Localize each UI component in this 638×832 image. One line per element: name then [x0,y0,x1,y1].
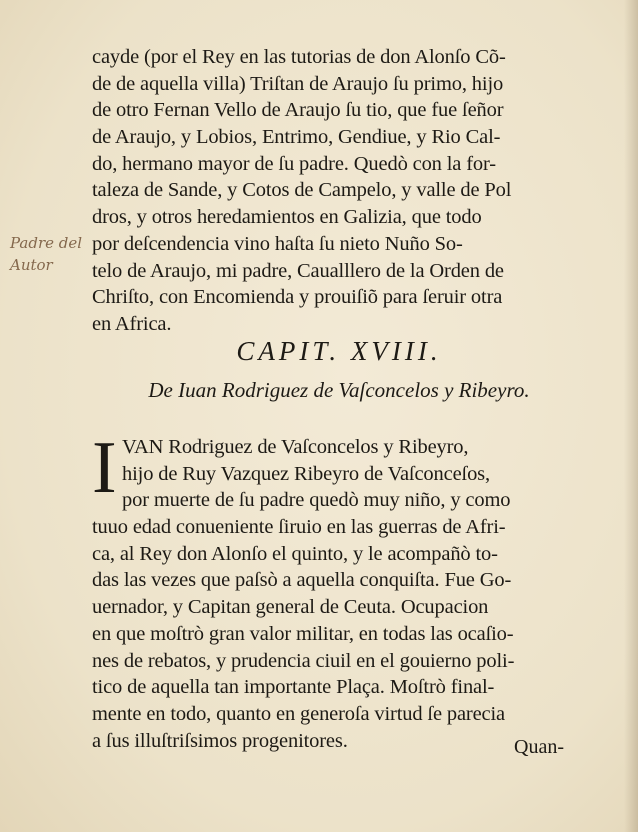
text-line: cayde (por el Rey en las tutorias de don Alonſo Cõ- [92,46,506,68]
text-line: hijo de Ruy Vazquez Ribeyro de Vaſconceſos, [122,462,490,485]
text-line: uernador, y Capitan general de Ceuta. Ocupacion [92,596,489,619]
paragraph-1 [92,44,570,338]
text-line: tico de aquella tan importante Plaça. Moſtrò final- [92,676,495,699]
page-edge-shadow [624,0,638,832]
text-line: taleza de Sande, y Cotos de Campelo, y valle de Pol [92,179,512,202]
text-line: de de aquella villa) Triſtan de Araujo ſu primo, hijo [92,72,504,95]
text-line: ca, al Rey don Alonſo el quinto, y le acompañò to- [92,542,498,565]
chapter-subtitle: De Iuan Rodriguez de Vaſconcelos y Ribeyro. [148,378,530,402]
text-line: en Africa. [92,312,172,335]
text-line: do, hermano mayor de ſu padre. Quedò con la for- [92,152,496,175]
text-line: Chriſto, con Encomienda y prouiſiõ para ſeruir otra [92,286,503,309]
text-line: a ſus illuſtriſsimos progenitores. [92,729,348,752]
text-line: nes de rebatos, y prudencia ciuil en el gouierno poli- [92,649,515,672]
drop-cap: I [92,427,117,509]
text-line: VAN Rodriguez de Vaſconcelos y Ribeyro, [122,436,469,458]
handwritten-margin-note: Padre del Autor [10,234,83,274]
text-line: en que moſtrò gran valor militar, en todas las ocaſio- [92,622,514,645]
paragraph-2 [92,427,572,754]
text-line: por muerte de ſu padre quedò muy niño, y como [122,489,511,512]
text-line: de Araujo, y Lobios, Entrimo, Gendiue, y Rio Cal- [92,126,501,149]
text-line: dros, y otros heredamientos en Galizia, que todo [92,206,482,229]
text-line: mente en todo, quanto en generoſa virtud ſe parecia [92,702,506,725]
text-line: tuuo edad conueniente ſiruio en las guerras de Afri- [92,516,506,539]
text-line: de otro Fernan Vello de Araujo ſu tio, que fue ſeñor [92,99,504,122]
text-line: por deſcendencia vino haſta ſu nieto Nuño So- [92,232,463,255]
text-line: telo de Araujo, mi padre, Caualllero de la Orden de [92,259,504,282]
text-line: das las vezes que paſsò a aquella conquiſta. Fue Go- [92,569,512,592]
chapter-title: CAPIT. XVIII. [236,336,442,366]
catchword: Quan- [514,736,564,758]
